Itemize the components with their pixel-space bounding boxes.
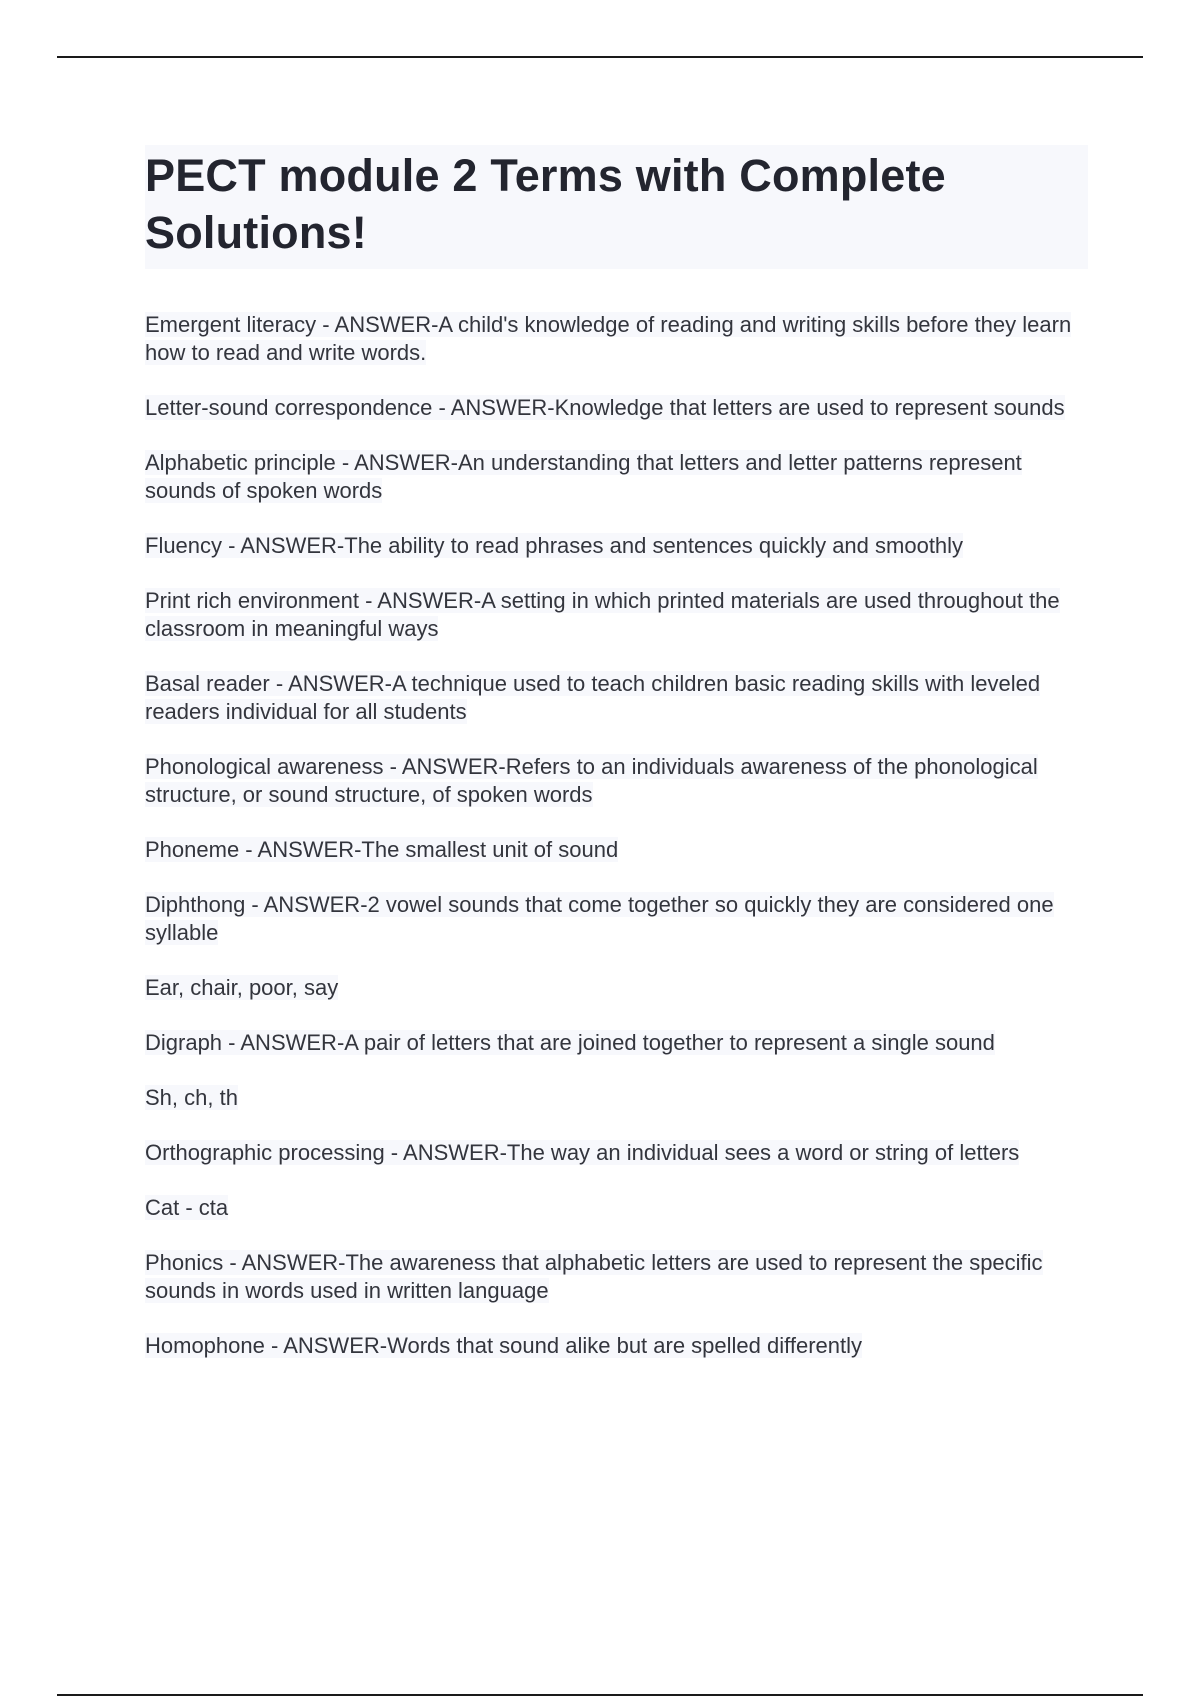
term-entry-text: Cat - cta — [145, 1195, 229, 1220]
top-rule — [57, 56, 1143, 58]
term-entry — [145, 670, 1090, 726]
term-entry-text: Fluency - ANSWER-The ability to read phrases and sentences quickly and smoothly — [145, 533, 964, 558]
term-entry — [145, 394, 1090, 422]
term-entry-text: Print rich environment - ANSWER-A setting in which printed materials are used throughout the classroom in meaningful ways — [145, 588, 1060, 641]
term-entry-text: Letter-sound correspondence - ANSWER-Knowledge that letters are used to represent sounds — [145, 395, 1065, 420]
term-entry — [145, 587, 1090, 643]
term-entry — [145, 449, 1090, 505]
term-entry — [145, 1332, 1090, 1360]
term-entry-text: Alphabetic principle - ANSWER-An understanding that letters and letter patterns represent sounds of spoken words — [145, 450, 1022, 503]
term-entry-text: Sh, ch, th — [145, 1085, 238, 1110]
term-entry-text: Phonics - ANSWER-The awareness that alphabetic letters are used to represent the specific sounds in words used in written language — [145, 1250, 1043, 1303]
term-entry — [145, 1029, 1090, 1057]
term-entry — [145, 836, 1090, 864]
term-entry-text: Homophone - ANSWER-Words that sound alike but are spelled differently — [145, 1333, 862, 1358]
term-entry-text: Phoneme - ANSWER-The smallest unit of sound — [145, 837, 619, 862]
term-entry — [145, 753, 1090, 809]
term-entry-text: Diphthong - ANSWER-2 vowel sounds that come together so quickly they are considered one syllable — [145, 892, 1054, 945]
term-entry — [145, 1084, 1090, 1112]
term-entry-text: Basal reader - ANSWER-A technique used to teach children basic reading skills with leveled readers individual for all students — [145, 671, 1041, 724]
term-entry-text: Digraph - ANSWER-A pair of letters that are joined together to represent a single sound — [145, 1030, 995, 1055]
term-entry — [145, 311, 1090, 367]
term-entry — [145, 974, 1090, 1002]
page-title: PECT module 2 Terms with Complete Solutions! — [145, 150, 946, 258]
term-entry — [145, 891, 1090, 947]
term-entry — [145, 532, 1090, 560]
term-entry-text: Emergent literacy - ANSWER-A child's knowledge of reading and writing skills before they learn how to read and write words. — [145, 312, 1072, 365]
term-entry-text: Phonological awareness - ANSWER-Refers to an individuals awareness of the phonological structure, or sound structure, of spoken words — [145, 754, 1038, 807]
bottom-rule — [57, 1694, 1143, 1696]
title-block — [145, 145, 1088, 269]
term-entry-text: Ear, chair, poor, say — [145, 975, 339, 1000]
term-list — [145, 311, 1090, 1387]
term-entry-text: Orthographic processing - ANSWER-The way an individual sees a word or string of letters — [145, 1140, 1020, 1165]
term-entry — [145, 1139, 1090, 1167]
term-entry — [145, 1249, 1090, 1305]
term-entry — [145, 1194, 1090, 1222]
